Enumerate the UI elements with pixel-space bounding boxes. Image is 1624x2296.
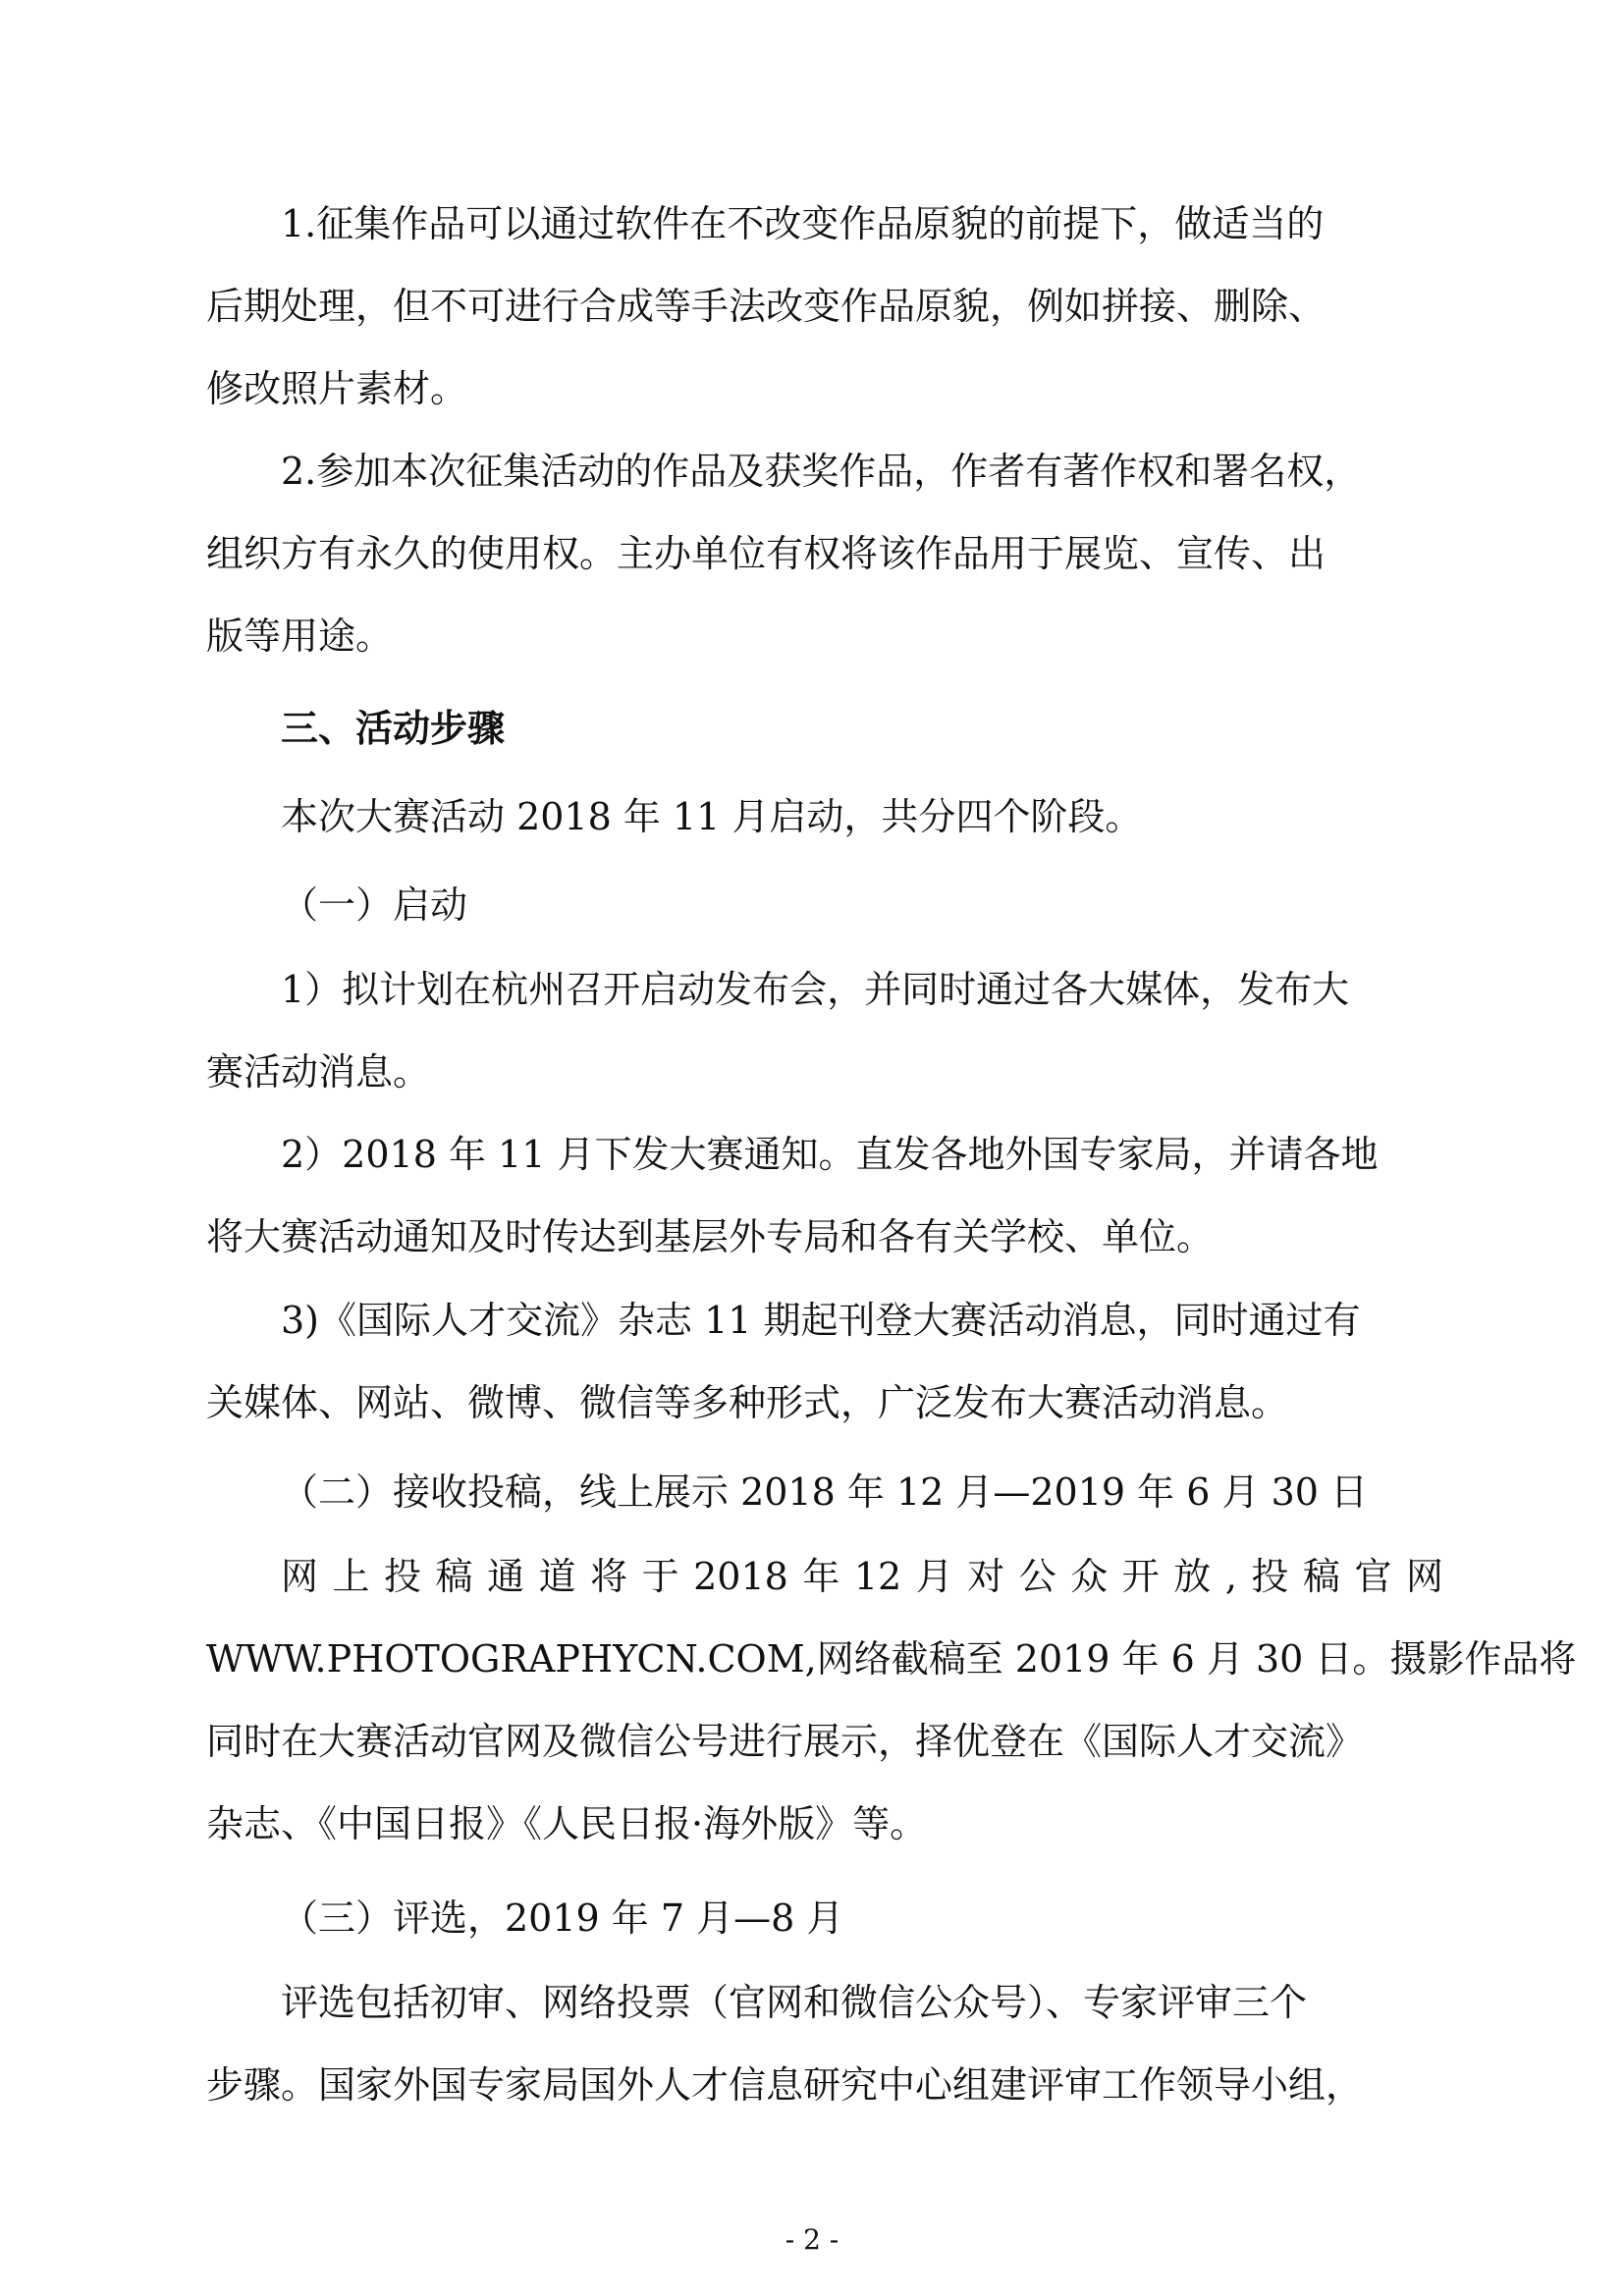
paragraph-line: 关媒体、网站、微博、微信等多种形式，广泛发布大赛活动消息。 <box>206 1381 1289 1424</box>
stage-1-title: （一）启动 <box>281 883 468 927</box>
page-number: - 2 - <box>785 2223 839 2256</box>
paragraph-line: 评选包括初审、网络投票（官网和微信公众号）、专家评审三个 <box>281 1981 1308 2024</box>
spread-word: 开 <box>1121 1555 1160 1598</box>
spread-word: 网 <box>1405 1555 1443 1598</box>
paragraph-1 <box>206 183 1443 430</box>
spread-line <box>206 1535 1443 1618</box>
paragraph-line: 2）2018 年 11 月下发大赛通知。直发各地外国专家局，并请各地 <box>281 1133 1379 1176</box>
spread-word: 年 <box>802 1555 840 1598</box>
spread-word: 放 <box>1173 1555 1212 1598</box>
spread-word: 上 <box>332 1555 370 1598</box>
paragraph-line: 杂志、《中国日报》《人民日报·海外版》等。 <box>206 1802 928 1845</box>
paragraph-line: 后期处理，但不可进行合成等手法改变作品原貌，例如拼接、删除、 <box>206 285 1326 328</box>
stage-3-body <box>206 1961 1443 2126</box>
paragraph-line: 3)《国际人才交流》杂志 11 期起刊登大赛活动消息，同时通过有 <box>281 1299 1361 1342</box>
spread-word: 公 <box>1018 1555 1056 1598</box>
paragraph-line: 1）拟计划在杭州召开启动发布会，并同时通过各大媒体，发布大 <box>281 968 1350 1011</box>
spread-word: 12 <box>853 1555 902 1598</box>
stage-2-body <box>206 1535 1577 1865</box>
intro-paragraph: 本次大赛活动 2018 年 11 月启动，共分四个阶段。 <box>281 795 1143 838</box>
paragraph-line: 1.征集作品可以通过软件在不改变作品原貌的前提下，做适当的 <box>281 202 1325 245</box>
spread-word: 月 <box>915 1555 953 1598</box>
paragraph-line: 赛活动消息。 <box>206 1050 431 1094</box>
paragraph-2 <box>206 430 1443 677</box>
spread-word: 道 <box>538 1555 576 1598</box>
spread-word: 稿 <box>435 1555 473 1598</box>
spread-word: 2018 <box>693 1555 788 1598</box>
spread-word: 于 <box>641 1555 679 1598</box>
spread-word: 将 <box>590 1555 628 1598</box>
paragraph-line: 2.参加本次征集活动的作品及获奖作品，作者有著作权和署名权， <box>281 450 1362 493</box>
paragraph-line: WWW.PHOTOGRAPHYCN.COM,网络截稿至 2019 年 6 月 30 日。摄影作品将 <box>206 1637 1577 1681</box>
paragraph-line: 同时在大赛活动官网及微信公号进行展示，择优登在《国际人才交流》 <box>206 1720 1364 1763</box>
spread-word: 众 <box>1070 1555 1109 1598</box>
spread-word: 投 <box>1251 1555 1289 1598</box>
paragraph-line: 修改照片素材。 <box>206 367 468 410</box>
section-heading: 三、活动步骤 <box>281 707 506 750</box>
spread-word: 投 <box>384 1555 422 1598</box>
spread-word: 官 <box>1354 1555 1392 1598</box>
spread-word: 对 <box>967 1555 1005 1598</box>
list-item-3 <box>206 1279 1443 1444</box>
spread-word: 通 <box>487 1555 525 1598</box>
paragraph-line: 步骤。国家外国专家局国外人才信息研究中心组建评审工作领导小组， <box>206 2063 1364 2107</box>
spread-word: , <box>1224 1555 1237 1598</box>
spread-word: 稿 <box>1302 1555 1340 1598</box>
paragraph-line: 组织方有永久的使用权。主办单位有权将该作品用于展览、宣传、出 <box>206 532 1326 575</box>
list-item-1 <box>206 948 1443 1113</box>
paragraph-line: 将大赛活动通知及时传达到基层外专局和各有关学校、单位。 <box>206 1215 1215 1258</box>
spread-word: 网 <box>281 1555 319 1598</box>
stage-2-title: （二）接收投稿，线上展示 2018 年 12 月—2019 年 6 月 30 日 <box>281 1470 1369 1514</box>
paragraph-line: 版等用途。 <box>206 614 394 658</box>
stage-3-title: （三）评选，2019 年 7 月—8 月 <box>281 1896 844 1940</box>
list-item-2 <box>206 1113 1443 1278</box>
